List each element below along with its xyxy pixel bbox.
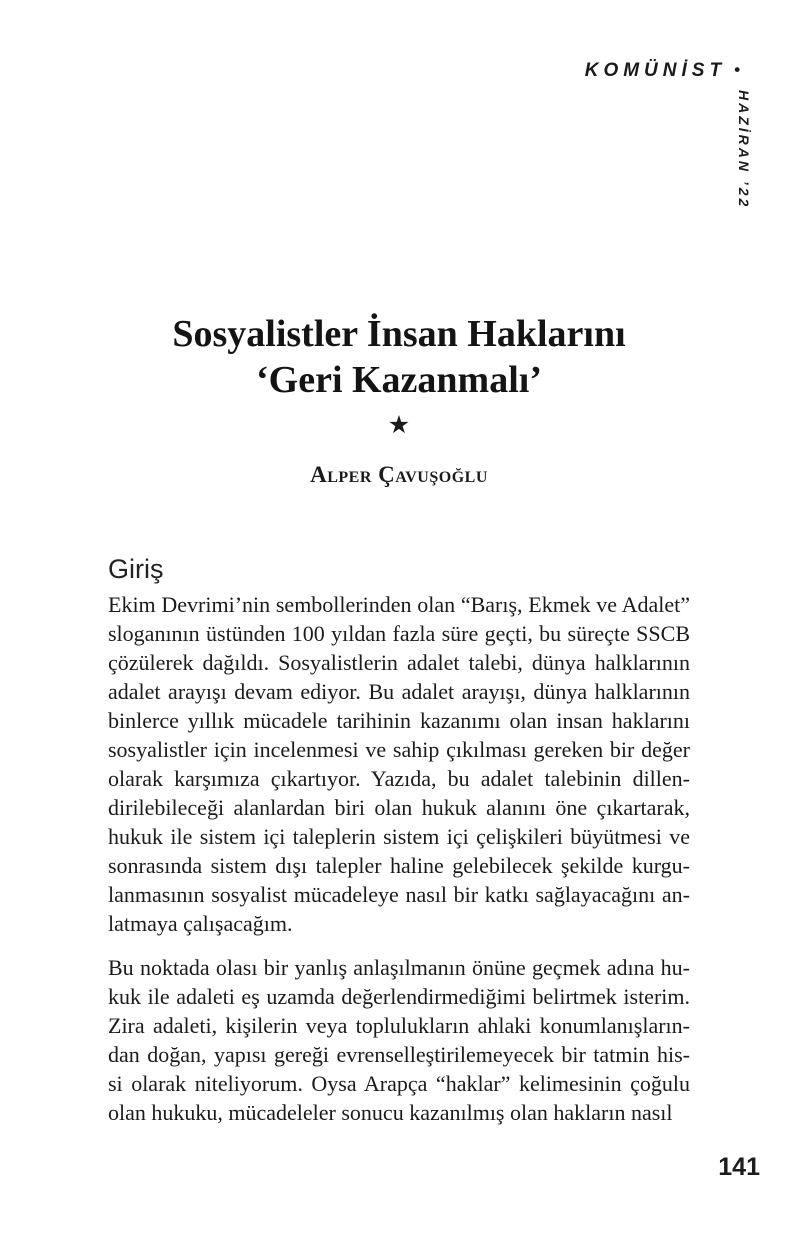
body-line: dan doğan, yapısı gereği evrenselleştirilemeyecek bir tatmin his- [108,1042,690,1067]
author-name: Alper Çavuşoğlu [310,462,488,487]
body-line: lanmasının sosyalist mücadeleye nasıl bir katkı sağlayacağını an- [108,882,690,907]
body-line: Bu noktada olası bir yanlış anlaşılmanın önüne geçmek adına hu- [108,955,690,980]
body-line: Zira adaleti, kişilerin veya toplulukların ahlaki konumlanışların- [108,1013,690,1038]
body-line: sonrasında sistem dışı talepler haline gelebilecek şekilde kurgu- [108,853,690,878]
body-line: sloganının üstünden 100 yıldan fazla süre geçti, bu süreçte SSCB [108,621,690,646]
journal-header [585,60,740,82]
body-line: olan hukuku, mücadeleler sonucu kazanılmış olan hakların nasıl [108,1100,673,1125]
body-line: adalet arayışı devam ediyor. Bu adalet arayışı, dünya halklarının [108,679,690,704]
paragraph [108,590,690,938]
section-heading: Giriş [108,554,164,584]
article-body [0,311,798,1127]
paragraph [108,953,690,1127]
title-line-1: Sosyalistler İnsan Haklarını [172,313,626,355]
header-bullet-icon: • [734,60,740,79]
page-number: 141 [718,1153,760,1181]
body-line: sosyalistler için incelenmesi ve sahip çıkılması gereken bir değer [108,737,690,762]
title-line-2: ‘Geri Kazanmalı’ [256,359,542,401]
body-line: hukuk ile sistem içi taleplerin sistem içi çelişkileri büyütmesi ve [108,824,690,849]
article-title [108,311,690,403]
body-line: dirilebileceği alanlardan biri olan hukuk alanını öne çıkartarak, [108,795,690,820]
body-line: kuk ile adaleti eş uzamda değerlendirmediğimi belirtmek isterim. [108,984,690,1009]
body-line: si olarak niteliyorum. Oysa Arapça “haklar” kelimesinin çoğulu [108,1071,690,1096]
body-line: olarak karşımıza çıkartıyor. Yazıda, bu adalet talebinin dillen- [108,766,690,791]
body-line: binlerce yıllık mücadele tarihinin kazanımı olan insan haklarını [108,708,690,733]
body-text [108,590,690,1127]
body-line: Ekim Devrimi’nin sembollerinden olan “Barış, Ekmek ve Adalet” [108,592,690,617]
body-line: latmaya çalışacağım. [108,911,293,936]
journal-name: KOMÜNİST [584,60,727,81]
star-divider-icon: ★ [387,412,411,439]
body-line: çözülerek dağıldı. Sosyalistlerin adalet talebi, dünya halklarının [108,650,690,675]
issue-label: HAZİRAN ’22 [736,90,752,210]
